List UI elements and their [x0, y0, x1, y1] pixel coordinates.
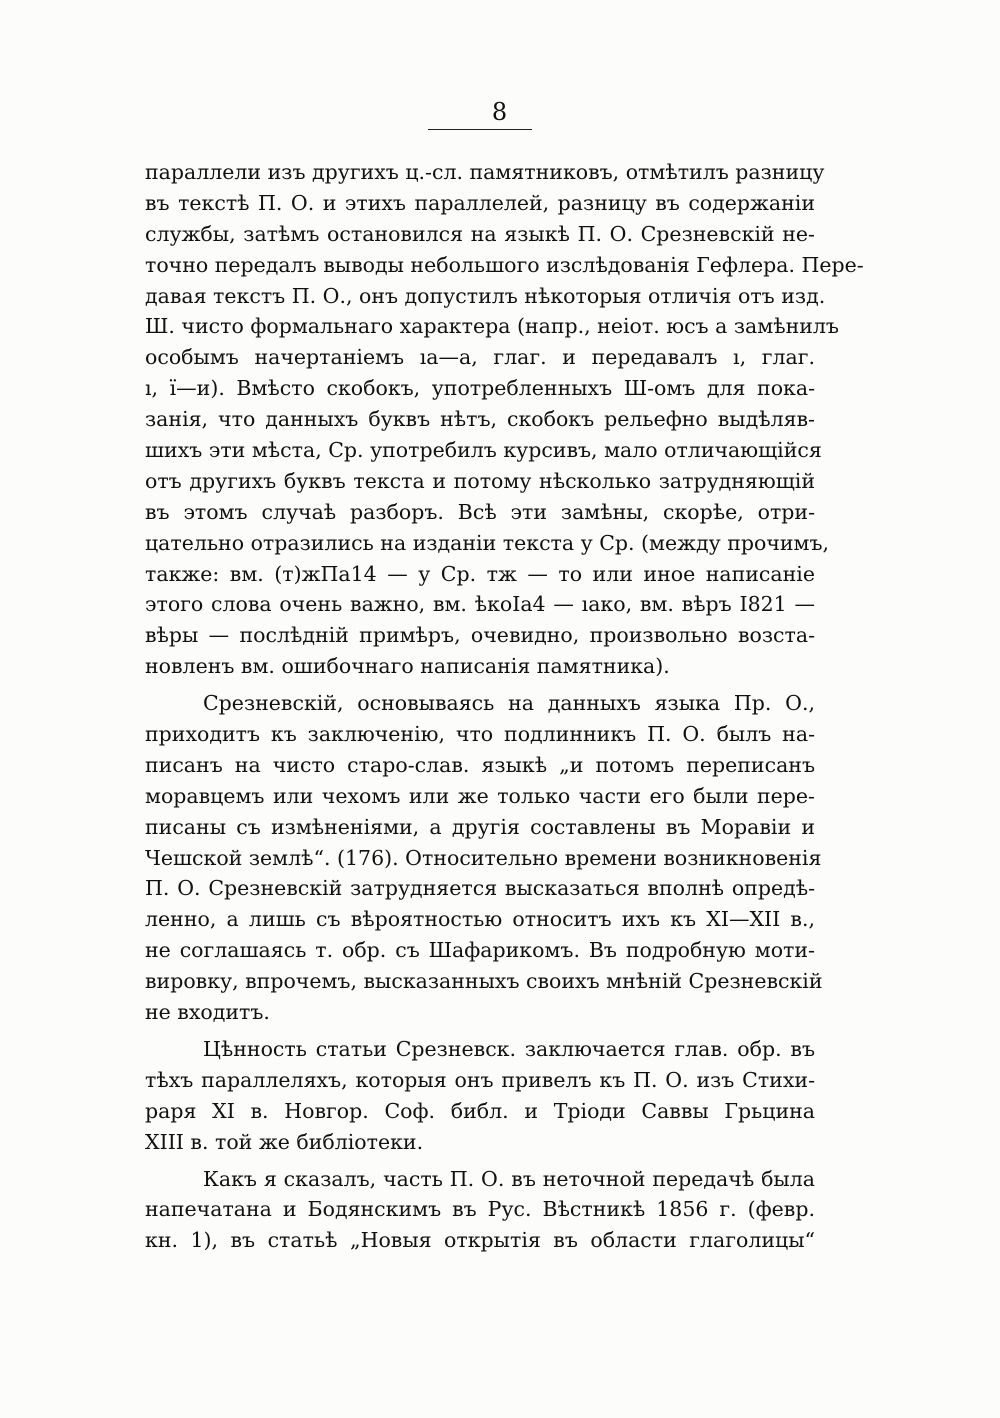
text-line: Срезневскій, основываясь на данныхъ языка Пр. О., [203, 691, 815, 716]
text-line: не соглашаясь т. обр. съ Шафарикомъ. Въ подробную моти- [145, 938, 815, 963]
page-number-rule [428, 129, 532, 130]
text-line: параллели изъ другихъ ц.-сл. памятниковъ, отмѣтилъ разницу [145, 160, 825, 184]
text-line: точно передалъ выводы небольшого изслѣдованія Гефлера. Пере- [145, 252, 864, 277]
paragraph [145, 688, 823, 1028]
text-line: приходитъ къ заключенію, что подлинникъ П. О. былъ на- [145, 722, 815, 747]
text-line: Цѣнность статьи Срезневск. заключается глав. обр. въ [203, 1036, 815, 1061]
text-line: этого слова очень важно, вм. ѣкоІа4 — ıако, вм. вѣръ І821 — [145, 592, 815, 617]
text-line: цательно отразились на изданіи текста у Ср. (между прочимъ, [145, 530, 830, 555]
text-line: шихъ эти мѣста, Ср. употребилъ курсивъ, мало отличающійся [145, 438, 822, 463]
text-line: новленъ вм. ошибочнаго написанія памятника). [145, 654, 670, 679]
text-line: раря XI в. Новгор. Соф. библ. и Тріоди Саввы Грьцина [145, 1098, 815, 1123]
text-line: давая текстъ П. О., онъ допустилъ нѣкоторыя отличія отъ изд. [145, 283, 826, 308]
text-line: вѣры — послѣдній примѣръ, очевидно, произвольно возста- [145, 623, 815, 648]
text-line: писаны съ измѣненіями, а другія составлены въ Моравіи и [145, 814, 815, 839]
paragraph [145, 1034, 815, 1158]
text-line: также: вм. (т)жПа14 — у Ср. тж — то или иное написаніе [145, 561, 815, 586]
text-line: П. О. Срезневскій затрудняется высказаться вполнѣ опредѣ- [145, 876, 815, 901]
text-line: отъ другихъ буквъ текста и потому нѣсколько затрудняющій [145, 468, 815, 493]
text-line: въ этомъ случаѣ разборъ. Всѣ эти замѣны, скорѣе, отри- [145, 499, 815, 524]
text-line: Какъ я сказалъ, часть П. О. въ неточной передачѣ была [203, 1166, 815, 1191]
text-line: писанъ на чисто старо-слав. языкѣ „и потомъ переписанъ [145, 752, 815, 777]
text-line: Ш. чисто формальнаго характера (напр., неіот. юсъ а замѣнилъ [145, 314, 839, 339]
text-line: службы, затѣмъ остановился на языкѣ П. О. Срезневскій не- [145, 221, 815, 246]
text-line: не входитъ. [145, 1000, 270, 1025]
text-line: XIII в. той же библіотеки. [145, 1129, 424, 1154]
text-line: въ текстѣ П. О. и этихъ параллелей, разницу въ содержаніи [145, 190, 815, 215]
text-line: особымъ начертаніемъ ıа—а, глаг. и передавалъ ı, глаг. [145, 345, 815, 370]
text-line: вировку, впрочемъ, высказанныхъ своихъ мнѣній Срезневскій [145, 969, 823, 994]
text-line: ленно, а лишь съ вѣроятностью относитъ ихъ къ XI—XII в., [145, 907, 815, 932]
text-line: моравцемъ или чехомъ или же только части его были пере- [145, 783, 815, 808]
paragraph [145, 157, 864, 682]
text-line: кн. 1), въ статьѣ „Новыя открытія въ области глаголицы“ [145, 1228, 815, 1253]
text-line: тѣхъ параллеляхъ, которыя онъ привелъ къ П. О. изъ Стихи- [145, 1067, 815, 1092]
paragraph [145, 1164, 815, 1257]
text-line: занія, что данныхъ буквъ нѣтъ, скобокъ рельефно выдѣляв- [145, 407, 815, 432]
text-line: ı, ї—и). Вмѣсто скобокъ, употребленныхъ Ш-омъ для пока- [145, 376, 815, 401]
body-text [145, 157, 864, 1256]
page-number: 8 [491, 98, 509, 126]
text-line: Чешской землѣ“. (176). Относительно времени возникновенія [145, 845, 822, 870]
text-line: напечатана и Бодянскимъ въ Рус. Вѣстникѣ 1856 г. (февр. [145, 1197, 815, 1222]
